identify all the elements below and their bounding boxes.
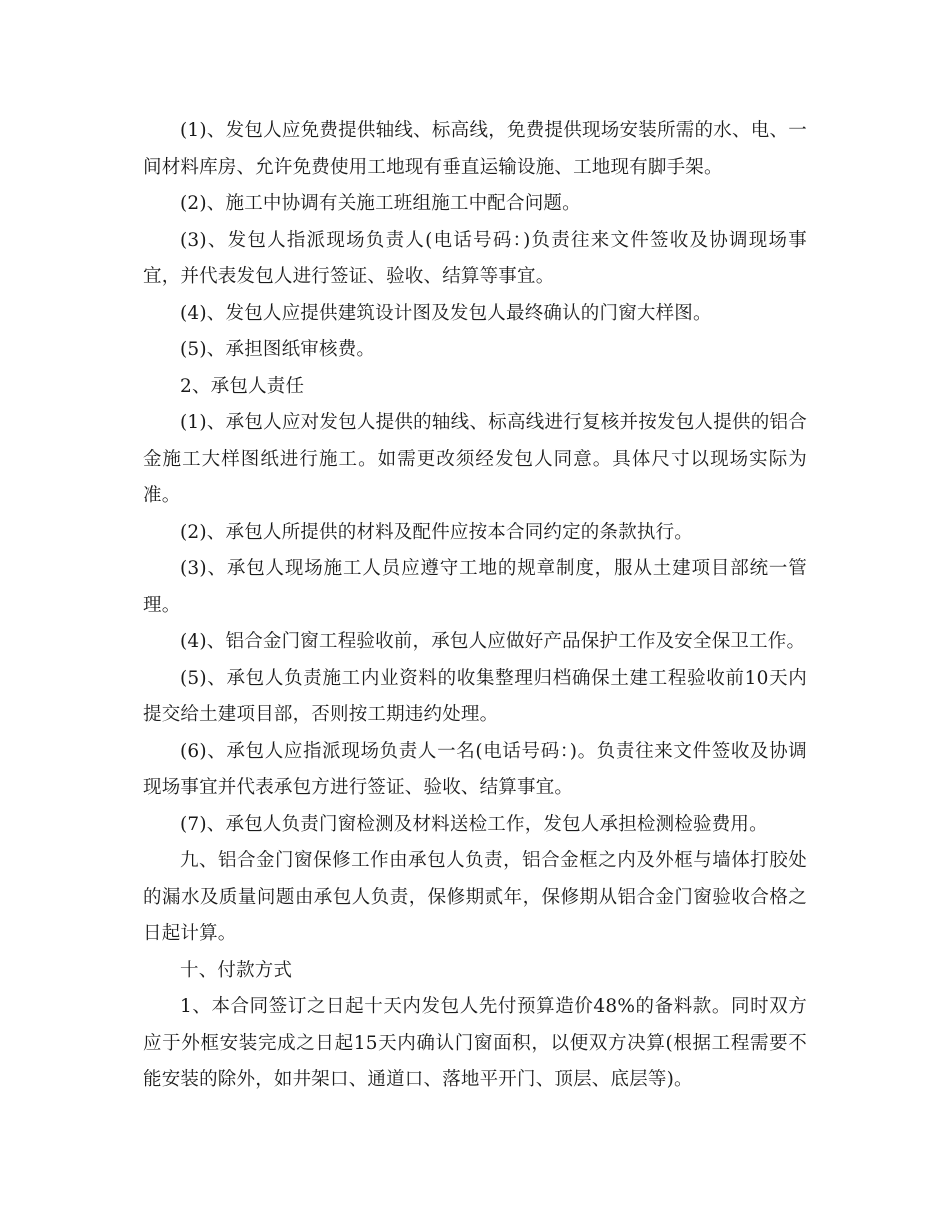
clause-contractor-2: (2)、承包人所提供的材料及配件应按本合同约定的条款执行。 (180, 521, 694, 543)
clause-contractor-5: (5)、承包人负责施工内业资料的收集整理归档确保土建工程验收前10天内提交给土建项目部，否则按工期违约处理。 (143, 667, 807, 725)
clause-employer-5: (5)、承担图纸审核费。 (180, 339, 376, 360)
section-heading-contractor-duties: 2、承包人责任 (180, 375, 305, 397)
clause-contractor-4: (4)、铝合金门窗工程验收前，承包人应做好产品保护工作及安全保卫工作。 (180, 631, 806, 652)
clause-employer-1: (1)、发包人应免费提供轴线、标高线，免费提供现场安装所需的水、电、一间材料库房、允许免费使用工地现有垂直运输设施、工地现有脚手架。 (143, 120, 807, 178)
clause-employer-4: (4)、发包人应提供建筑设计图及发包人最终确认的门窗大样图。 (180, 302, 712, 324)
section-warranty: 九、铝合金门窗保修工作由承包人负责，铝合金框之内及外框与墙体打胶处的漏水及质量问题由承包人负责，保修期贰年，保修期从铝合金门窗验收合格之日起计算。 (143, 850, 807, 944)
clause-contractor-7: (7)、承包人负责门窗检测及材料送检工作，发包人承担检测检验费用。 (180, 813, 768, 835)
section-heading-payment: 十、付款方式 (180, 959, 293, 981)
clause-employer-3: (3)、发包人指派现场负责人(电话号码：)负责往来文件签收及协调现场事宜，并代表发包人进行签证、验收、结算等事宜。 (143, 229, 807, 287)
clause-contractor-6: (6)、承包人应指派现场负责人一名(电话号码：)。负责往来文件签收及协调现场事宜并代表承包方进行签证、验收、结算事宜。 (143, 740, 807, 798)
clause-contractor-1: (1)、承包人应对发包人提供的轴线、标高线进行复核并按发包人提供的铝合金施工大样图纸进行施工。如需更改须经发包人同意。具体尺寸以现场实际为准。 (143, 412, 807, 506)
clause-employer-2: (2)、施工中协调有关施工班组施工中配合问题。 (180, 193, 581, 214)
clause-contractor-3: (3)、承包人现场施工人员应遵守工地的规章制度，服从土建项目部统一管理。 (143, 558, 807, 616)
clause-payment-1: 1、本合同签订之日起十天内发包人先付预算造价48%的备料款。同时双方应于外框安装完成之日起15天内确认门窗面积，以便双方决算(根据工程需要不能安装的除外，如井架口、通道口、落地平开门、顶层、底层等)。 (143, 996, 807, 1090)
document-body (143, 113, 807, 1099)
